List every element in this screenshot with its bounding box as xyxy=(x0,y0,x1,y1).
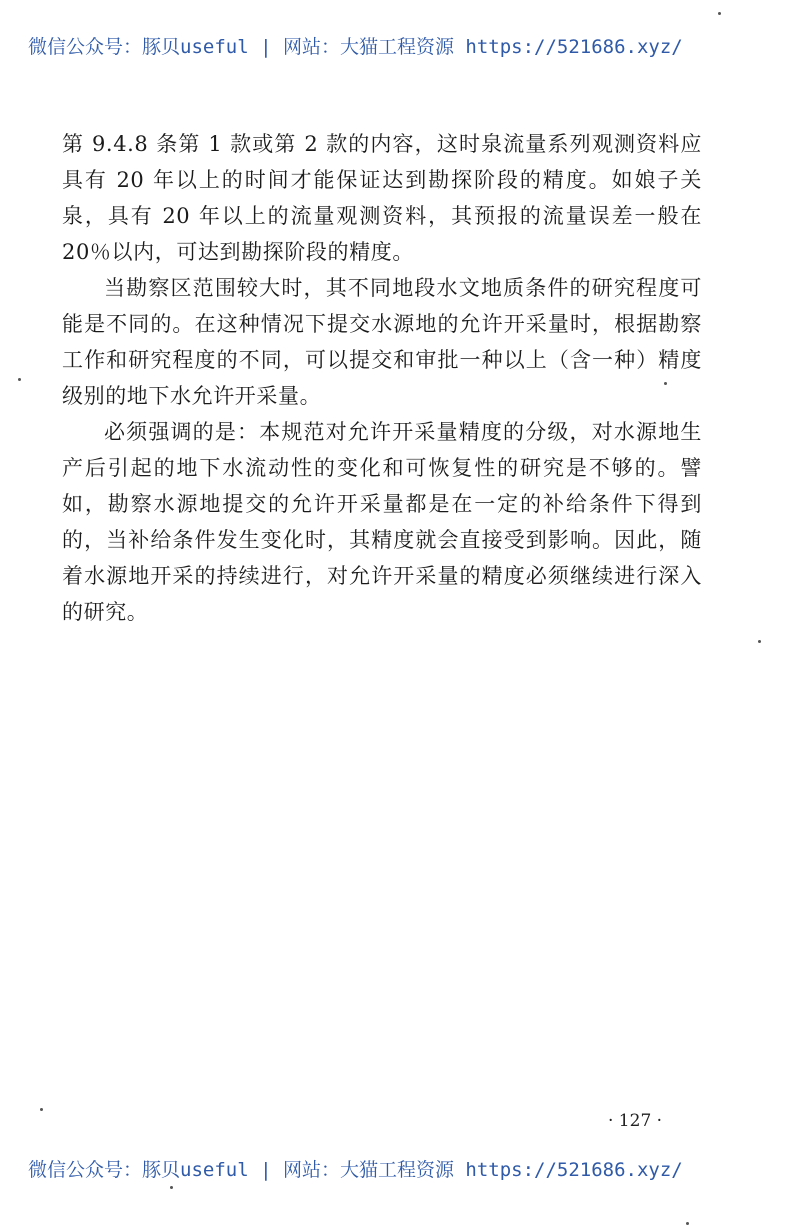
scan-speck xyxy=(718,12,721,15)
paragraph-2: 当勘察区范围较大时，其不同地段水文地质条件的研究程度可能是不同的。在这种情况下提交水源地的允许开采量时，根据勘察工作和研究程度的不同，可以提交和审批一种以上（含一种）精度级别的地下水允许开采量。 xyxy=(62,276,702,408)
paragraph-3: 必须强调的是：本规范对允许开采量精度的分级，对水源地生产后引起的地下水流动性的变化和可恢复性的研究是不够的。譬如，勘察水源地提交的允许开采量都是在一定的补给条件下得到的，当补给条件发生变化时，其精度就会直接受到影响。因此，随着水源地开采的持续进行，对允许开采量的精度必须继续进行深入的研究。 xyxy=(62,420,702,624)
watermark-top: 微信公众号：豚贝useful | 网站：大猫工程资源 https://521686.xyz/ xyxy=(28,36,683,58)
body-text xyxy=(62,126,702,630)
scan-speck xyxy=(664,382,667,385)
page-number: · 127 · xyxy=(608,1111,663,1131)
scan-speck xyxy=(40,1108,43,1111)
scan-speck xyxy=(18,378,21,381)
scan-speck xyxy=(758,640,761,643)
scan-speck xyxy=(686,1222,689,1225)
paragraph-1: 第 9.4.8 条第 1 款或第 2 款的内容，这时泉流量系列观测资料应具有 20 年以上的时间才能保证达到勘探阶段的精度。如娘子关泉，具有 20 年以上的流量观测资料，其预报的流量误差一般在 20％以内，可达到勘探阶段的精度。 xyxy=(62,132,702,264)
watermark-bottom: 微信公众号：豚贝useful | 网站：大猫工程资源 https://521686.xyz/ xyxy=(28,1159,683,1181)
scan-speck xyxy=(170,1186,173,1189)
